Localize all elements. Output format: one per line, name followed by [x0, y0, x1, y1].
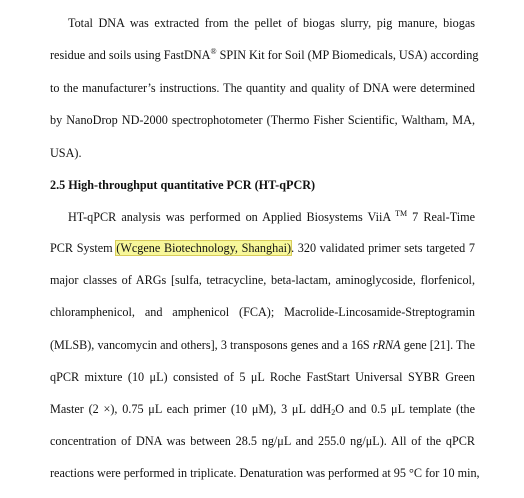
paragraph-2-line-6 [50, 369, 475, 385]
text-run: (MLSB), vancomycin and others], 3 transposons genes and a 16S [50, 338, 373, 352]
text-run: Total DNA was extracted from the pellet of biogas slurry, pig manure, biogas [68, 16, 475, 30]
paragraph-2-line-3 [50, 272, 475, 288]
paragraph-2-line-5 [50, 337, 475, 353]
text-run: by NanoDrop ND-2000 spectrophotometer (Thermo Fisher Scientific, Waltham, MA, [50, 113, 475, 127]
paragraph-2-line-9 [50, 465, 480, 481]
registered-mark: ® [210, 47, 217, 56]
paragraph-1-line-5 [50, 145, 475, 161]
text-run: major classes of ARGs [sulfa, tetracycline, beta-lactam, aminoglycoside, florfenicol, [50, 273, 475, 287]
text-run: concentration of DNA was between 28.5 ng/μL and 255.0 ng/μL). All of the qPCR [50, 434, 475, 448]
text-run: PCR System [50, 241, 113, 255]
text-run: USA). [50, 146, 82, 160]
section-heading: 2.5 High-throughput quantitative PCR (HT-qPCR) [50, 178, 316, 192]
paragraph-2-line-1 [68, 209, 475, 225]
text-run: chloramphenicol, and amphenicol (FCA); Macrolide-Lincosamide-Streptogramin [50, 305, 475, 319]
text-run: residue and soils using FastDNA [50, 48, 211, 62]
paragraph-1-line-3 [50, 80, 475, 96]
paragraph-1-line-2 [50, 47, 479, 63]
text-run: reactions were performed in triplicate. Denaturation was performed at 95 °C for 10 min, [50, 466, 480, 480]
text-run: O and 0.5 μL template (the [335, 402, 475, 416]
highlighted-text[interactable]: (Wcgene Biotechnology, Shanghai) [116, 241, 292, 255]
text-run: . 320 validated primer sets targeted 7 [291, 241, 475, 255]
paragraph-2-line-2 [50, 240, 475, 256]
italic-term: rRNA [372, 338, 401, 352]
text-run: HT-qPCR analysis was performed on Applied Biosystems ViiA [68, 210, 392, 224]
trademark-mark: TM [391, 209, 408, 218]
text-run: 7 Real-Time [407, 210, 475, 224]
paragraph-2-line-7 [50, 401, 475, 417]
subscript: 2 [331, 408, 336, 417]
paragraph-1-line-4 [50, 112, 475, 128]
text-run: gene [21]. The [400, 338, 475, 352]
text-run: SPIN Kit for Soil (MP Biomedicals, USA) according [216, 48, 479, 62]
text-run: qPCR mixture (10 μL) consisted of 5 μL Roche FastStart Universal SYBR Green [50, 370, 475, 384]
paragraph-1-line-1 [68, 15, 475, 31]
paragraph-2-line-8 [50, 433, 475, 449]
text-run: Master (2 ×), 0.75 μL each primer (10 μM), 3 μL ddH [50, 402, 332, 416]
paragraph-2-line-4 [50, 304, 475, 320]
text-run: to the manufacturer’s instructions. The quantity and quality of DNA were determined [50, 81, 475, 95]
